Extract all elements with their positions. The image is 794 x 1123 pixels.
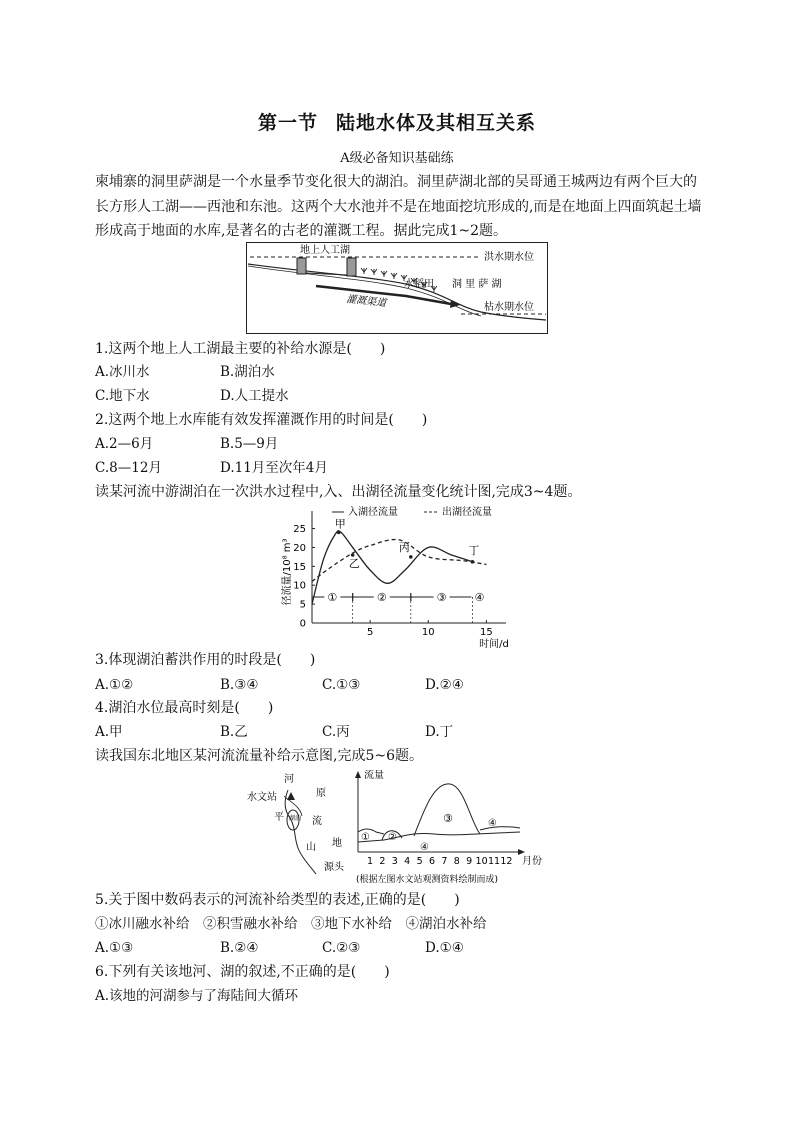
month-tick-label: 10 (475, 856, 488, 867)
q4-option-c[interactable]: C.丙 (322, 724, 350, 740)
river-recharge-figure (244, 770, 564, 886)
map-label-yuan: 原 (316, 788, 326, 799)
label-artificial-lake: 地上人工湖 (300, 245, 350, 256)
x-tick-label: 5 (366, 627, 374, 638)
chart-point-label: 丁 (468, 543, 480, 557)
area-label-1: ④ (420, 842, 429, 853)
area-label-3: ③ (443, 812, 453, 825)
stage-label: ③ (436, 591, 447, 604)
month-tick-label: 11 (487, 856, 501, 867)
map-label-di: 地 (332, 838, 342, 849)
label-dry-level: 枯水期水位 (484, 302, 534, 313)
q5-option-d[interactable]: D.①④ (425, 940, 464, 956)
map-label-source: 源头 (324, 862, 344, 873)
q5-option-a[interactable]: A.①③ (95, 940, 134, 956)
y-tick-label: 0 (299, 618, 306, 630)
lake-curve-right (480, 827, 520, 830)
month-tick-label: 5 (416, 856, 423, 867)
chart-point-label: 甲 (334, 517, 346, 531)
month-tick-label: 9 (466, 856, 473, 867)
map-label-shan: 山 (306, 842, 316, 853)
q2-option-c[interactable]: C.8—12月 (95, 460, 162, 476)
q1-option-b[interactable]: B.湖泊水 (220, 364, 275, 380)
station-triangle (287, 792, 295, 800)
chart-point-label: 丙 (398, 540, 410, 554)
q3-option-b[interactable]: B.③④ (220, 677, 259, 693)
map-label-station: 水文站 (247, 792, 277, 803)
q1-option-a[interactable]: A.冰川水 (95, 364, 150, 380)
y-tick-label: 5 (299, 599, 306, 611)
flow-x-label: 月份 (522, 856, 542, 867)
stage-label: ① (327, 591, 338, 604)
chart-point (409, 555, 413, 559)
title-section: 第一节 (257, 112, 318, 134)
q2-option-d[interactable]: D.11月至次年4月 (220, 460, 328, 476)
stage-label: ④ (474, 591, 485, 604)
page-title (0, 108, 794, 135)
month-tick-label: 4 (404, 856, 411, 867)
legend-outflow: 出湖径流量 (442, 507, 492, 518)
flow-y-label: 流量 (364, 770, 384, 781)
map-label-lake: 湖泊 (289, 815, 302, 822)
y-tick-label: 20 (293, 542, 306, 554)
chart-point-label: 乙 (348, 557, 360, 570)
legend-inflow: 入湖径流量 (348, 507, 398, 518)
month-tick-label: 8 (453, 856, 460, 867)
intro2-text: 读某河流中游湖泊在一次洪水过程中,入、出湖径流量变化统计图,完成3~4题。 (95, 484, 582, 500)
month-tick-label: 1 (366, 856, 374, 867)
y-tick-label: 15 (293, 561, 306, 573)
x-tick-label: 15 (480, 627, 493, 638)
q4-option-a[interactable]: A.甲 (95, 724, 123, 740)
q3-option-a[interactable]: A.①② (95, 677, 134, 693)
chart-point (337, 531, 341, 535)
month-ticks (367, 856, 512, 867)
q2-option-a[interactable]: A.2—6月 (95, 436, 154, 452)
label-channel: 灌溉渠道 (345, 294, 387, 310)
flow-x-arrow (518, 849, 525, 855)
figure-caption: (根据左图水文站观测资料绘制而成) (356, 875, 499, 885)
y-tick-label: 25 (293, 524, 306, 536)
page-subtitle: A级必备知识基础练 (340, 151, 454, 166)
q4-stem: 4.湖泊水位最高时刻是( ) (95, 700, 274, 716)
stage-label: ② (376, 591, 387, 604)
month-tick-label: 6 (428, 856, 436, 867)
q5-stem: 5.关于图中数码表示的河流补给类型的表述,正确的是( ) (95, 892, 460, 908)
month-tick-label: 2 (379, 856, 386, 867)
area-label-4-left: ① (361, 832, 370, 843)
q6-stem: 6.下列有关该地河、湖的叙述,不正确的是( ) (95, 964, 390, 980)
rain-curve (414, 784, 480, 836)
q1-stem: 1.这两个地上人工湖最主要的补给水源是( ) (95, 341, 386, 357)
q5-option-c[interactable]: C.②③ (322, 940, 361, 956)
x-tick-label: 10 (421, 627, 435, 638)
month-tick-label: 7 (441, 856, 448, 867)
lake-wall-left (297, 258, 306, 274)
q5-option-b[interactable]: B.②④ (220, 940, 259, 956)
q5-types: ①冰川融水补给 ②积雪融水补给 ③地下水补给 ④湖泊水补给 (95, 916, 487, 932)
q6-option-a[interactable]: A.该地的河湖参与了海陆间大循环 (95, 988, 299, 1004)
irrigation-diagram (246, 242, 548, 334)
label-tonle-sap: 洞 里 萨 湖 (452, 279, 502, 290)
area-label-2: ② (388, 832, 397, 843)
intro3-text: 读我国东北地区某河流流量补给示意图,完成5~6题。 (95, 748, 423, 764)
chart-point (471, 560, 475, 564)
q4-option-d[interactable]: D.丁 (425, 724, 454, 740)
map-label-liu: 流 (312, 816, 322, 827)
lake-wall-right (347, 258, 356, 276)
runoff-chart (276, 503, 516, 651)
q2-stem: 2.这两个地上水库能有效发挥灌溉作用的时间是( ) (95, 412, 428, 428)
month-tick-label: 3 (391, 856, 398, 867)
q3-option-c[interactable]: C.①③ (322, 677, 361, 693)
y-tick-label: 10 (293, 580, 306, 592)
q3-stem: 3.体现湖泊蓄洪作用的时段是( ) (95, 652, 316, 668)
x-axis-label: 时间/d (479, 639, 509, 650)
q1-option-c[interactable]: C.地下水 (95, 388, 150, 404)
flow-y-arrow (355, 771, 361, 778)
y-axis-label: 径流量/10⁸ m³ (282, 538, 293, 606)
map-label-he: 河 (284, 774, 294, 785)
map-label-ping: 平 (274, 812, 284, 823)
q4-option-b[interactable]: B.乙 (220, 724, 248, 740)
river-line (285, 790, 316, 874)
label-paddy: 水稻田 (404, 279, 434, 290)
title-topic: 陆地水体及其相互关系 (336, 112, 537, 134)
q2-option-b[interactable]: B.5—9月 (220, 436, 279, 452)
area-label-4-right: ④ (488, 818, 497, 829)
month-tick-label: 12 (500, 856, 513, 867)
q1-option-d[interactable]: D.人工提水 (220, 388, 289, 404)
label-flood-level: 洪水期水位 (484, 252, 534, 263)
intro-paragraph: 柬埔寨的洞里萨湖是一个水量季节变化很大的湖泊。洞里萨湖北部的吴哥通王城两边有两个巨大的长方形人工湖——西池和东池。这两个大水池并不是在地面挖坑形成的,而是在地面上四面筑起土墙形成高于地面的水库,是著名的古老的灌溉工程。据此完成1~2题。 (95, 174, 702, 239)
q3-option-d[interactable]: D.②④ (425, 677, 464, 693)
